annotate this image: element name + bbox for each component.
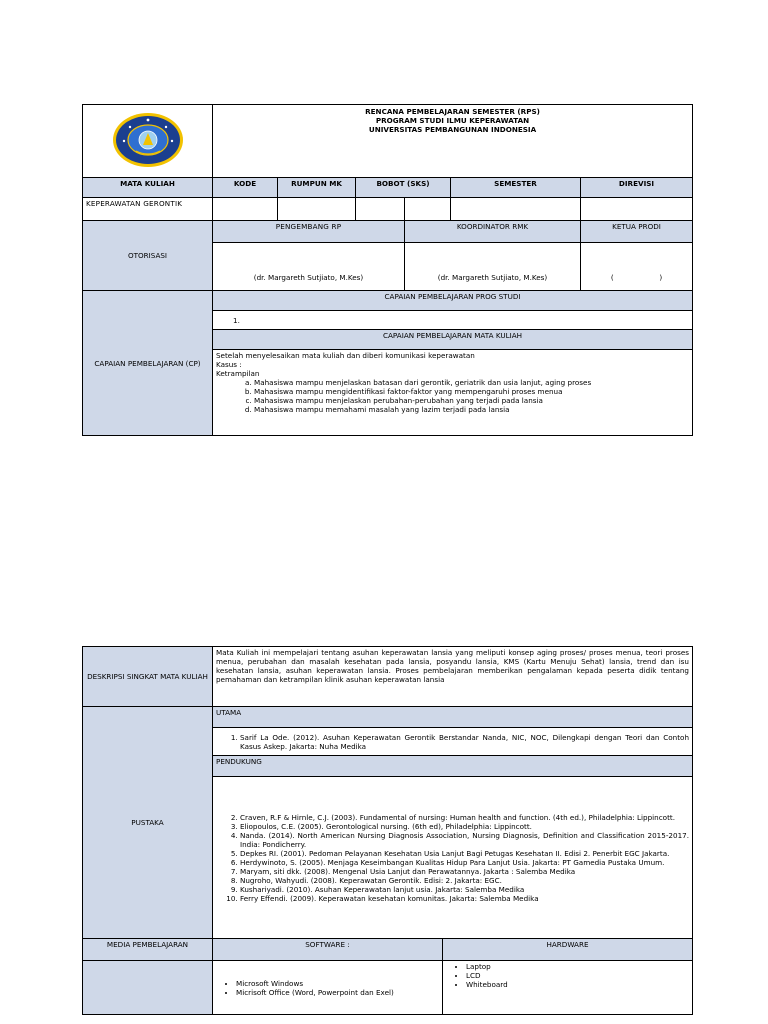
- pengembang-header: PENGEMBANG RP: [213, 221, 405, 243]
- cp-mata-kuliah-header: CAPAIAN PEMBELAJARAN MATA KULIAH: [213, 330, 693, 350]
- pustaka-pendukung-list: [216, 813, 689, 903]
- list-item: c. Mahasiswa mampu menjelaskan perubahan-perubahan yang terjadi pada lansia: [254, 396, 689, 405]
- pustaka-utama-content: [213, 728, 693, 756]
- koordinator-header: KOORDINATOR RMK: [405, 221, 581, 243]
- software-content: [213, 961, 443, 1015]
- ketua-header: KETUA PRODI: [581, 221, 693, 243]
- col-mata-kuliah: MATA KULIAH: [83, 178, 213, 198]
- title-line-1: RENCANA PEMBELAJARAN SEMESTER (RPS): [365, 107, 540, 116]
- pustaka-pendukung-header: PENDUKUNG: [213, 756, 693, 777]
- university-seal-icon: [110, 111, 186, 169]
- ketua-signature: ( ): [581, 243, 693, 291]
- list-item: 6. Herdywinoto, S. (2005). Menjaga Keseimbangan Kualitas Hidup Para Lanjut Usia. Jakarta: PT Gamedia Pustaka Umum.: [240, 858, 689, 867]
- cp-intro: Setelah menyelesaikan mata kuliah dan diberi komunikasi keperawatan: [216, 351, 475, 360]
- list-item: 1. Sarif La Ode. (2012). Asuhan Keperawatan Gerontik Berstandar Nanda, NIC, NOC, Dilengkapi dengan Teori dan Contoh Kasus Askep. Jakarta: Nuha Medika: [240, 733, 689, 751]
- list-item: • Micrisoft Office (Word, Powerpoint dan Exel): [236, 988, 439, 997]
- hardware-content: [443, 961, 693, 1015]
- software-header: SOFTWARE :: [213, 939, 443, 961]
- logo-cell: [83, 105, 213, 178]
- list-item: 9. Kushariyadi. (2010). Asuhan Keperawatan lanjut usia. Jakarta: Salemba Medika: [240, 885, 689, 894]
- bobot-value-2: [405, 198, 451, 221]
- col-kode: KODE: [213, 178, 278, 198]
- title-line-2: PROGRAM STUDI ILMU KEPERAWATAN: [375, 116, 530, 125]
- list-item: 5. Depkes RI. (2001). Pedoman Pelayanan Kesehatan Usia Lanjut Bagi Petugas Kesehatan II. Edisi 2. Penerbit EGC Jakarta.: [240, 849, 689, 858]
- col-rumpun: RUMPUN MK: [278, 178, 356, 198]
- cp-prog-studi-item: 1.: [213, 311, 693, 330]
- hardware-header: HARDWARE: [443, 939, 693, 961]
- pustaka-pendukung-content: [213, 777, 693, 939]
- pustaka-label: PUSTAKA: [83, 707, 213, 939]
- list-item: 2. Craven, R.F & Hirnle, C.J. (2003). Fundamental of nursing: Human health and function. (4th ed.), Philadelphia: Lippincott.: [240, 813, 689, 822]
- software-list: [216, 979, 439, 997]
- cp-label: CAPAIAN PEMBELAJARAN (CP): [83, 291, 213, 436]
- bobot-value-1: [356, 198, 405, 221]
- list-item: 8. Nugroho, Wahyudi. (2008). Keperawatan Gerontik. Edisi: 2. Jakarta: EGC.: [240, 876, 689, 885]
- cp-ketrampilan: Ketrampilan: [216, 369, 260, 378]
- cp-prog-studi-header: CAPAIAN PEMBELAJARAN PROG STUDI: [213, 291, 693, 311]
- document-title: [213, 105, 693, 178]
- deskripsi-text: Mata Kuliah ini mempelajari tentang asuhan keperawatan lansia yang meliputi konsep aging proses/ proses menua, teori proses menua, perubahan dan masalah kesehatan pada lansia, posyandu lansia, KMS (Kartu Menuju Sehat) lansia, trend dan isu kesehatan lansia, asuhan keperawatan lansia. Proses pembelajaran memberikan pengalaman kepada peserta didik tentang pemahaman dan ketrampilan klinik asuhan keperawatan lansia: [213, 647, 693, 707]
- cp-items-list: [216, 378, 689, 414]
- deskripsi-label: DESKRIPSI SINGKAT MATA KULIAH: [83, 647, 213, 707]
- semester-value: [451, 198, 581, 221]
- cp-kasus: Kasus :: [216, 360, 242, 369]
- list-item: • Microsoft Windows: [236, 979, 439, 988]
- list-item: 3. Eliopoulos, C.E. (2005). Gerontological nursing. (6th ed), Philadelphia: Lippincott.: [240, 822, 689, 831]
- hardware-list: [446, 962, 689, 989]
- list-item: 10. Ferry Effendi. (2009). Keperawatan kesehatan komunitas. Jakarta: Salemba Medika: [240, 894, 689, 903]
- list-item: b. Mahasiswa mampu mengidentifikasi faktor-faktor yang mempengaruhi proses menua: [254, 387, 689, 396]
- rumpun-value: [278, 198, 356, 221]
- media-empty-cell: [83, 961, 213, 1015]
- pengembang-signature: (dr. Margareth Sutjiato, M.Kes): [213, 243, 405, 291]
- list-item: • Laptop: [466, 962, 689, 971]
- pustaka-utama-header: UTAMA: [213, 707, 693, 728]
- media-label: MEDIA PEMBELAJARAN: [83, 939, 213, 961]
- koordinator-signature: (dr. Margareth Sutjiato, M.Kes): [405, 243, 581, 291]
- list-item: • LCD: [466, 971, 689, 980]
- list-item: • Whiteboard: [466, 980, 689, 989]
- col-semester: SEMESTER: [451, 178, 581, 198]
- rps-detail-table: [82, 646, 693, 1015]
- list-item: d. Mahasiswa mampu memahami masalah yang lazim terjadi pada lansia: [254, 405, 689, 414]
- col-bobot: BOBOT (SKS): [356, 178, 451, 198]
- pustaka-utama-list: [216, 733, 689, 751]
- col-direvisi: DIREVISI: [581, 178, 693, 198]
- kode-value: [213, 198, 278, 221]
- list-item: a. Mahasiswa mampu menjelaskan batasan dari gerontik, geriatrik dan usia lanjut, aging proses: [254, 378, 689, 387]
- course-name: KEPERAWATAN GERONTIK: [83, 198, 213, 221]
- rps-header-table: [82, 104, 693, 436]
- title-line-3: UNIVERSITAS PEMBANGUNAN INDONESIA: [368, 125, 537, 134]
- list-item: 7. Maryam, siti dkk. (2008). Mengenal Usia Lanjut dan Perawatannya. Jakarta : Salemba Medika: [240, 867, 689, 876]
- otorisasi-label: OTORISASI: [83, 221, 213, 291]
- direvisi-value: [581, 198, 693, 221]
- cp-mata-kuliah-content: [213, 350, 693, 436]
- list-item: 4. Nanda. (2014). North American Nursing Diagnosis Association, Nursing Diagnosis, Definition and Classification 2015-2017. India: Pondicherry.: [240, 831, 689, 849]
